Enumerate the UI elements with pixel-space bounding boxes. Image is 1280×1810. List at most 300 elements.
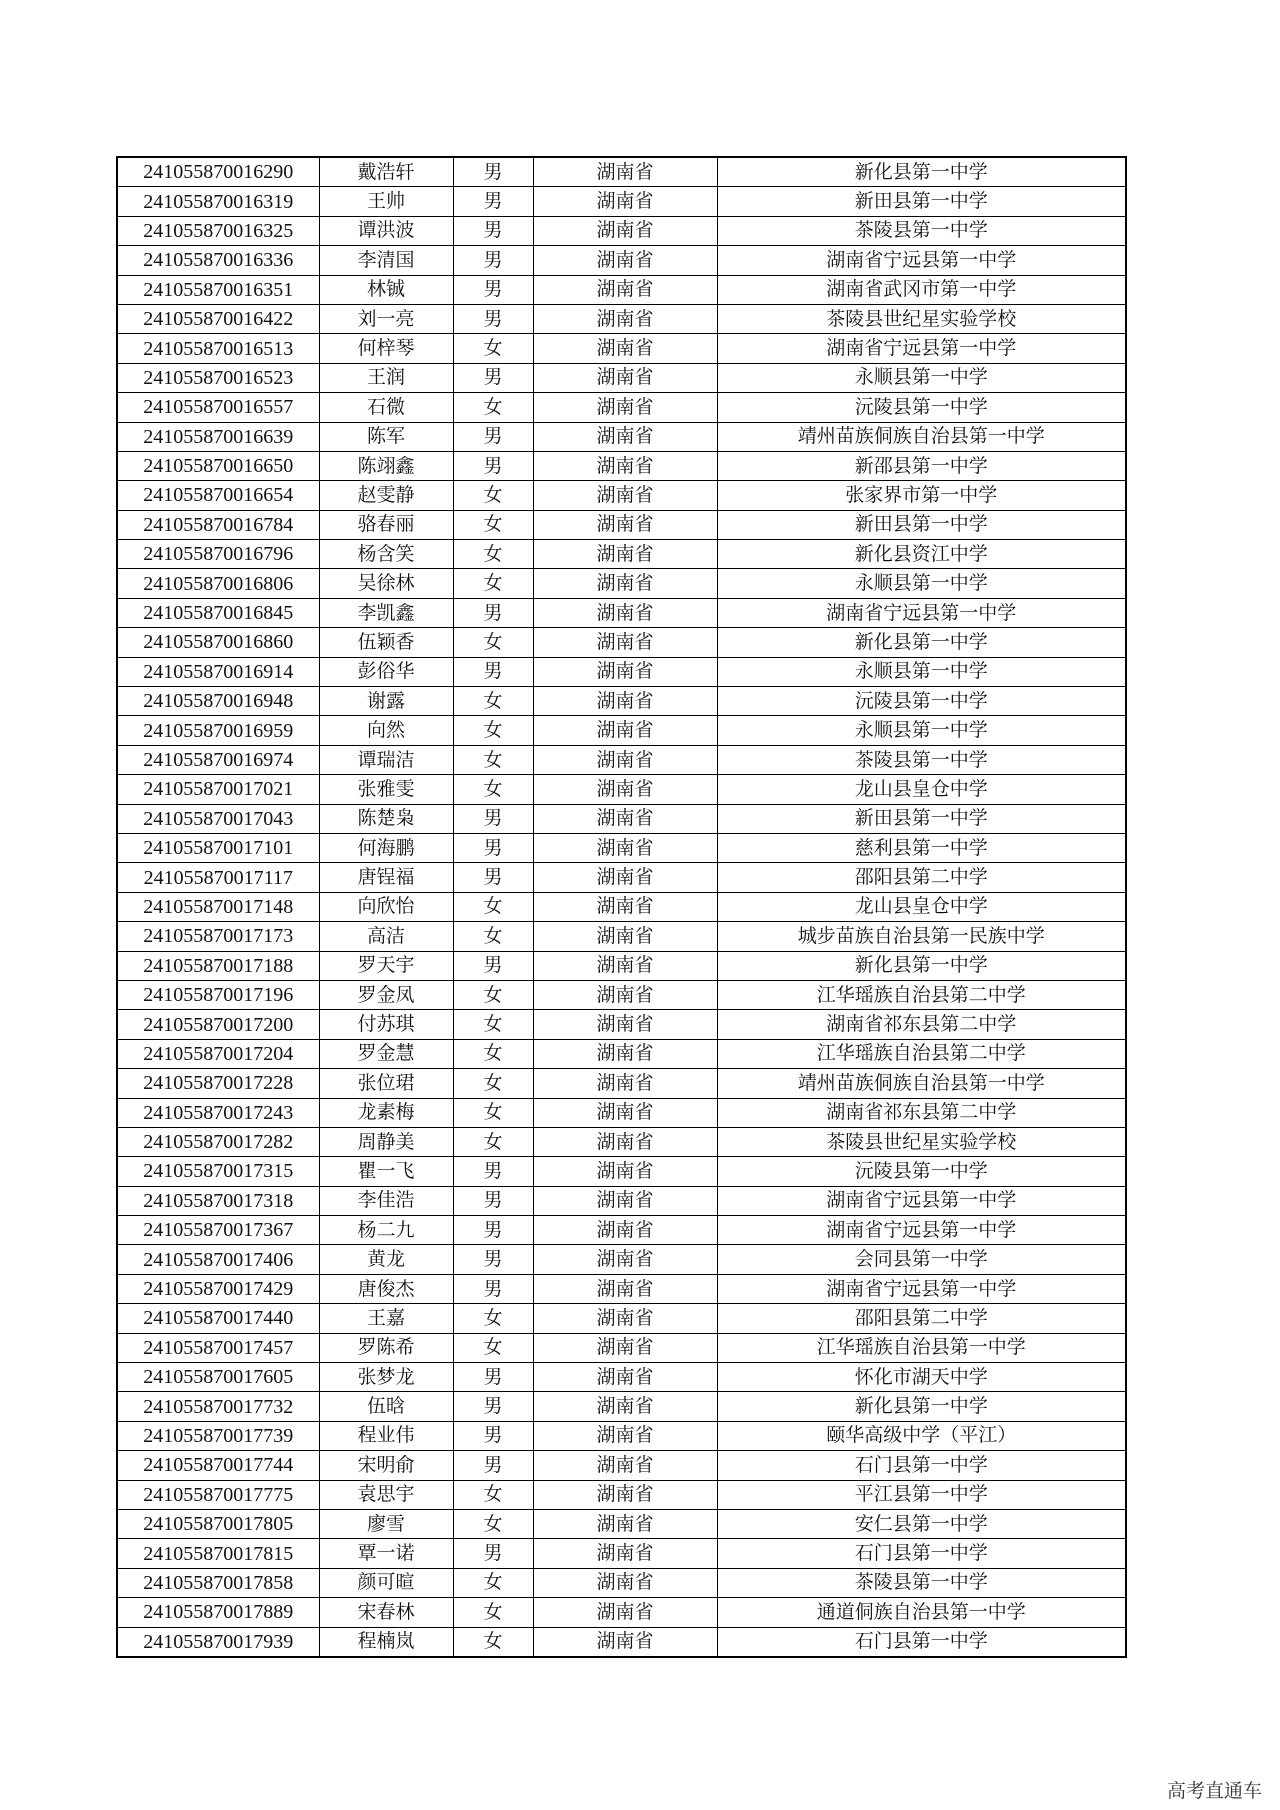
candidate-id-cell: 241055870017117 xyxy=(117,863,319,892)
candidate-id-cell: 241055870017204 xyxy=(117,1039,319,1068)
candidate-id-cell: 241055870017196 xyxy=(117,980,319,1009)
province-cell: 湖南省 xyxy=(533,304,717,333)
name-cell: 黄龙 xyxy=(319,1245,453,1274)
gender-cell: 女 xyxy=(453,1127,533,1156)
school-cell: 邵阳县第二中学 xyxy=(717,1304,1126,1333)
province-cell: 湖南省 xyxy=(533,1627,717,1657)
gender-cell: 男 xyxy=(453,804,533,833)
table-row xyxy=(117,1392,1126,1421)
school-cell: 城步苗族自治县第一民族中学 xyxy=(717,922,1126,951)
name-cell: 何海鹏 xyxy=(319,833,453,862)
province-cell: 湖南省 xyxy=(533,187,717,216)
table-row xyxy=(117,1363,1126,1392)
school-cell: 龙山县皇仓中学 xyxy=(717,775,1126,804)
gender-cell: 女 xyxy=(453,1568,533,1597)
gender-cell: 女 xyxy=(453,1039,533,1068)
table-row xyxy=(117,157,1126,187)
school-cell: 沅陵县第一中学 xyxy=(717,1157,1126,1186)
school-cell: 会同县第一中学 xyxy=(717,1245,1126,1274)
school-cell: 湖南省宁远县第一中学 xyxy=(717,246,1126,275)
school-cell: 靖州苗族侗族自治县第一中学 xyxy=(717,1069,1126,1098)
candidate-id-cell: 241055870016796 xyxy=(117,540,319,569)
table-row xyxy=(117,922,1126,951)
table-row xyxy=(117,1568,1126,1597)
name-cell: 赵雯静 xyxy=(319,481,453,510)
school-cell: 新化县第一中学 xyxy=(717,628,1126,657)
gender-cell: 男 xyxy=(453,1421,533,1450)
school-cell: 江华瑶族自治县第二中学 xyxy=(717,980,1126,1009)
candidate-id-cell: 241055870017043 xyxy=(117,804,319,833)
name-cell: 谭洪波 xyxy=(319,216,453,245)
candidate-id-cell: 241055870017243 xyxy=(117,1098,319,1127)
name-cell: 谢露 xyxy=(319,687,453,716)
name-cell: 石微 xyxy=(319,393,453,422)
gender-cell: 女 xyxy=(453,481,533,510)
candidate-id-cell: 241055870016325 xyxy=(117,216,319,245)
school-cell: 新化县第一中学 xyxy=(717,951,1126,980)
table-row xyxy=(117,569,1126,598)
table-row xyxy=(117,481,1126,510)
name-cell: 罗天宇 xyxy=(319,951,453,980)
table-row xyxy=(117,422,1126,451)
name-cell: 李清国 xyxy=(319,246,453,275)
name-cell: 付苏琪 xyxy=(319,1010,453,1039)
table-row xyxy=(117,334,1126,363)
province-cell: 湖南省 xyxy=(533,1216,717,1245)
table-row xyxy=(117,1451,1126,1480)
candidate-id-cell: 241055870017200 xyxy=(117,1010,319,1039)
school-cell: 茶陵县世纪星实验学校 xyxy=(717,1127,1126,1156)
candidate-id-cell: 241055870016959 xyxy=(117,716,319,745)
name-cell: 张位珺 xyxy=(319,1069,453,1098)
province-cell: 湖南省 xyxy=(533,657,717,686)
name-cell: 唐俊杰 xyxy=(319,1274,453,1303)
table-row xyxy=(117,657,1126,686)
name-cell: 罗金慧 xyxy=(319,1039,453,1068)
table-row xyxy=(117,1069,1126,1098)
table-row xyxy=(117,1598,1126,1627)
candidate-id-cell: 241055870017744 xyxy=(117,1451,319,1480)
gender-cell: 男 xyxy=(453,216,533,245)
school-cell: 新化县第一中学 xyxy=(717,157,1126,187)
name-cell: 颜可暄 xyxy=(319,1568,453,1597)
candidate-id-cell: 241055870016513 xyxy=(117,334,319,363)
gender-cell: 女 xyxy=(453,775,533,804)
name-cell: 宋明俞 xyxy=(319,1451,453,1480)
table-row xyxy=(117,687,1126,716)
name-cell: 罗陈希 xyxy=(319,1333,453,1362)
gender-cell: 女 xyxy=(453,1010,533,1039)
gender-cell: 女 xyxy=(453,922,533,951)
gender-cell: 女 xyxy=(453,687,533,716)
name-cell: 罗金凤 xyxy=(319,980,453,1009)
school-cell: 永顺县第一中学 xyxy=(717,363,1126,392)
gender-cell: 男 xyxy=(453,1157,533,1186)
table-row xyxy=(117,246,1126,275)
candidate-id-cell: 241055870017021 xyxy=(117,775,319,804)
province-cell: 湖南省 xyxy=(533,451,717,480)
school-cell: 永顺县第一中学 xyxy=(717,569,1126,598)
province-cell: 湖南省 xyxy=(533,1157,717,1186)
name-cell: 张梦龙 xyxy=(319,1363,453,1392)
province-cell: 湖南省 xyxy=(533,510,717,539)
name-cell: 伍颖香 xyxy=(319,628,453,657)
province-cell: 湖南省 xyxy=(533,1304,717,1333)
gender-cell: 男 xyxy=(453,657,533,686)
gender-cell: 女 xyxy=(453,716,533,745)
name-cell: 覃一诺 xyxy=(319,1539,453,1568)
school-cell: 永顺县第一中学 xyxy=(717,657,1126,686)
school-cell: 靖州苗族侗族自治县第一中学 xyxy=(717,422,1126,451)
table-row xyxy=(117,540,1126,569)
candidate-id-cell: 241055870016845 xyxy=(117,598,319,627)
province-cell: 湖南省 xyxy=(533,1480,717,1509)
table-row xyxy=(117,1039,1126,1068)
gender-cell: 女 xyxy=(453,1098,533,1127)
gender-cell: 女 xyxy=(453,569,533,598)
table-row xyxy=(117,1010,1126,1039)
school-cell: 石门县第一中学 xyxy=(717,1539,1126,1568)
province-cell: 湖南省 xyxy=(533,863,717,892)
table-row xyxy=(117,804,1126,833)
table-row xyxy=(117,1627,1126,1657)
gender-cell: 女 xyxy=(453,628,533,657)
table-row xyxy=(117,1245,1126,1274)
table-row xyxy=(117,1539,1126,1568)
province-cell: 湖南省 xyxy=(533,745,717,774)
gender-cell: 女 xyxy=(453,745,533,774)
school-cell: 茶陵县第一中学 xyxy=(717,745,1126,774)
table-row xyxy=(117,451,1126,480)
gender-cell: 男 xyxy=(453,1186,533,1215)
candidate-id-cell: 241055870016523 xyxy=(117,363,319,392)
table-row xyxy=(117,393,1126,422)
gender-cell: 女 xyxy=(453,1480,533,1509)
province-cell: 湖南省 xyxy=(533,687,717,716)
name-cell: 陈楚枭 xyxy=(319,804,453,833)
name-cell: 瞿一飞 xyxy=(319,1157,453,1186)
school-cell: 平江县第一中学 xyxy=(717,1480,1126,1509)
gender-cell: 女 xyxy=(453,540,533,569)
table-row xyxy=(117,1186,1126,1215)
table-row xyxy=(117,275,1126,304)
name-cell: 杨二九 xyxy=(319,1216,453,1245)
province-cell: 湖南省 xyxy=(533,951,717,980)
candidate-id-cell: 241055870017815 xyxy=(117,1539,319,1568)
table-row xyxy=(117,363,1126,392)
province-cell: 湖南省 xyxy=(533,275,717,304)
name-cell: 周静美 xyxy=(319,1127,453,1156)
gender-cell: 男 xyxy=(453,246,533,275)
candidate-id-cell: 241055870017457 xyxy=(117,1333,319,1362)
province-cell: 湖南省 xyxy=(533,922,717,951)
school-cell: 新邵县第一中学 xyxy=(717,451,1126,480)
candidate-id-cell: 241055870017429 xyxy=(117,1274,319,1303)
candidate-id-cell: 241055870016650 xyxy=(117,451,319,480)
name-cell: 杨含笑 xyxy=(319,540,453,569)
name-cell: 程楠岚 xyxy=(319,1627,453,1657)
candidate-id-cell: 241055870016948 xyxy=(117,687,319,716)
school-cell: 邵阳县第二中学 xyxy=(717,863,1126,892)
gender-cell: 女 xyxy=(453,980,533,1009)
province-cell: 湖南省 xyxy=(533,569,717,598)
gender-cell: 男 xyxy=(453,598,533,627)
province-cell: 湖南省 xyxy=(533,1039,717,1068)
school-cell: 怀化市湖天中学 xyxy=(717,1363,1126,1392)
table-row xyxy=(117,775,1126,804)
gender-cell: 男 xyxy=(453,1392,533,1421)
candidate-id-cell: 241055870016336 xyxy=(117,246,319,275)
candidate-id-cell: 241055870017173 xyxy=(117,922,319,951)
gender-cell: 男 xyxy=(453,833,533,862)
table-row xyxy=(117,1274,1126,1303)
school-cell: 湖南省宁远县第一中学 xyxy=(717,598,1126,627)
name-cell: 刘一亮 xyxy=(319,304,453,333)
table-row xyxy=(117,951,1126,980)
table-row xyxy=(117,1304,1126,1333)
province-cell: 湖南省 xyxy=(533,1333,717,1362)
table-row xyxy=(117,1127,1126,1156)
gender-cell: 男 xyxy=(453,1245,533,1274)
school-cell: 石门县第一中学 xyxy=(717,1451,1126,1480)
name-cell: 王嘉 xyxy=(319,1304,453,1333)
school-cell: 新化县第一中学 xyxy=(717,1392,1126,1421)
province-cell: 湖南省 xyxy=(533,1421,717,1450)
province-cell: 湖南省 xyxy=(533,980,717,1009)
school-cell: 颐华高级中学（平江） xyxy=(717,1421,1126,1450)
candidate-id-cell: 241055870016319 xyxy=(117,187,319,216)
name-cell: 唐锃福 xyxy=(319,863,453,892)
gender-cell: 男 xyxy=(453,1216,533,1245)
province-cell: 湖南省 xyxy=(533,1451,717,1480)
table-row xyxy=(117,1480,1126,1509)
school-cell: 茶陵县世纪星实验学校 xyxy=(717,304,1126,333)
table-row xyxy=(117,1216,1126,1245)
table-row xyxy=(117,216,1126,245)
gender-cell: 女 xyxy=(453,1333,533,1362)
gender-cell: 男 xyxy=(453,363,533,392)
candidate-id-cell: 241055870017282 xyxy=(117,1127,319,1156)
school-cell: 湖南省宁远县第一中学 xyxy=(717,1186,1126,1215)
name-cell: 向然 xyxy=(319,716,453,745)
table-row xyxy=(117,628,1126,657)
candidate-id-cell: 241055870017805 xyxy=(117,1509,319,1538)
school-cell: 湖南省宁远县第一中学 xyxy=(717,1216,1126,1245)
name-cell: 陈军 xyxy=(319,422,453,451)
school-cell: 慈利县第一中学 xyxy=(717,833,1126,862)
province-cell: 湖南省 xyxy=(533,246,717,275)
province-cell: 湖南省 xyxy=(533,1010,717,1039)
candidate-id-cell: 241055870017188 xyxy=(117,951,319,980)
candidate-id-cell: 241055870017939 xyxy=(117,1627,319,1657)
table-row xyxy=(117,892,1126,921)
name-cell: 陈翊鑫 xyxy=(319,451,453,480)
school-cell: 江华瑶族自治县第二中学 xyxy=(717,1039,1126,1068)
gender-cell: 男 xyxy=(453,1363,533,1392)
name-cell: 吴徐林 xyxy=(319,569,453,598)
school-cell: 湖南省宁远县第一中学 xyxy=(717,1274,1126,1303)
province-cell: 湖南省 xyxy=(533,716,717,745)
candidate-id-cell: 241055870016422 xyxy=(117,304,319,333)
school-cell: 永顺县第一中学 xyxy=(717,716,1126,745)
candidate-id-cell: 241055870016351 xyxy=(117,275,319,304)
province-cell: 湖南省 xyxy=(533,1186,717,1215)
school-cell: 新田县第一中学 xyxy=(717,510,1126,539)
province-cell: 湖南省 xyxy=(533,1568,717,1597)
candidate-id-cell: 241055870016860 xyxy=(117,628,319,657)
name-cell: 龙素梅 xyxy=(319,1098,453,1127)
school-cell: 新田县第一中学 xyxy=(717,804,1126,833)
school-cell: 通道侗族自治县第一中学 xyxy=(717,1598,1126,1627)
name-cell: 谭瑞洁 xyxy=(319,745,453,774)
school-cell: 湖南省武冈市第一中学 xyxy=(717,275,1126,304)
name-cell: 张雅雯 xyxy=(319,775,453,804)
name-cell: 李佳浩 xyxy=(319,1186,453,1215)
province-cell: 湖南省 xyxy=(533,1539,717,1568)
candidate-id-cell: 241055870017318 xyxy=(117,1186,319,1215)
school-cell: 新田县第一中学 xyxy=(717,187,1126,216)
school-cell: 湖南省祁东县第二中学 xyxy=(717,1010,1126,1039)
table-row xyxy=(117,980,1126,1009)
name-cell: 宋春林 xyxy=(319,1598,453,1627)
candidate-id-cell: 241055870016806 xyxy=(117,569,319,598)
province-cell: 湖南省 xyxy=(533,540,717,569)
roster-body xyxy=(117,157,1126,1657)
gender-cell: 女 xyxy=(453,510,533,539)
gender-cell: 女 xyxy=(453,892,533,921)
school-cell: 沅陵县第一中学 xyxy=(717,687,1126,716)
candidate-id-cell: 241055870017889 xyxy=(117,1598,319,1627)
province-cell: 湖南省 xyxy=(533,833,717,862)
school-cell: 湖南省宁远县第一中学 xyxy=(717,334,1126,363)
candidate-id-cell: 241055870017858 xyxy=(117,1568,319,1597)
table-row xyxy=(117,833,1126,862)
name-cell: 袁思宇 xyxy=(319,1480,453,1509)
name-cell: 骆春丽 xyxy=(319,510,453,539)
gender-cell: 女 xyxy=(453,334,533,363)
name-cell: 彭俗华 xyxy=(319,657,453,686)
school-cell: 新化县资江中学 xyxy=(717,540,1126,569)
roster-table xyxy=(116,156,1127,1658)
table-row xyxy=(117,187,1126,216)
province-cell: 湖南省 xyxy=(533,216,717,245)
name-cell: 王帅 xyxy=(319,187,453,216)
gender-cell: 男 xyxy=(453,863,533,892)
gender-cell: 男 xyxy=(453,187,533,216)
name-cell: 程业伟 xyxy=(319,1421,453,1450)
province-cell: 湖南省 xyxy=(533,422,717,451)
candidate-id-cell: 241055870016290 xyxy=(117,157,319,187)
province-cell: 湖南省 xyxy=(533,1274,717,1303)
name-cell: 向欣怡 xyxy=(319,892,453,921)
candidate-id-cell: 241055870017440 xyxy=(117,1304,319,1333)
gender-cell: 女 xyxy=(453,1598,533,1627)
school-cell: 安仁县第一中学 xyxy=(717,1509,1126,1538)
province-cell: 湖南省 xyxy=(533,157,717,187)
gender-cell: 男 xyxy=(453,1274,533,1303)
school-cell: 茶陵县第一中学 xyxy=(717,1568,1126,1597)
gender-cell: 女 xyxy=(453,1069,533,1098)
candidate-id-cell: 241055870017101 xyxy=(117,833,319,862)
gender-cell: 男 xyxy=(453,422,533,451)
gender-cell: 女 xyxy=(453,1304,533,1333)
name-cell: 戴浩轩 xyxy=(319,157,453,187)
province-cell: 湖南省 xyxy=(533,1127,717,1156)
candidate-id-cell: 241055870017739 xyxy=(117,1421,319,1450)
name-cell: 王润 xyxy=(319,363,453,392)
candidate-id-cell: 241055870016654 xyxy=(117,481,319,510)
gender-cell: 男 xyxy=(453,304,533,333)
candidate-id-cell: 241055870016639 xyxy=(117,422,319,451)
candidate-id-cell: 241055870016914 xyxy=(117,657,319,686)
table-row xyxy=(117,1333,1126,1362)
table-row xyxy=(117,1157,1126,1186)
watermark-text: 高考直通车 xyxy=(1166,1780,1262,1802)
table-row xyxy=(117,863,1126,892)
province-cell: 湖南省 xyxy=(533,1245,717,1274)
province-cell: 湖南省 xyxy=(533,1363,717,1392)
candidate-id-cell: 241055870016557 xyxy=(117,393,319,422)
province-cell: 湖南省 xyxy=(533,892,717,921)
table-row xyxy=(117,510,1126,539)
table-row xyxy=(117,1421,1126,1450)
candidate-id-cell: 241055870016974 xyxy=(117,745,319,774)
province-cell: 湖南省 xyxy=(533,598,717,627)
province-cell: 湖南省 xyxy=(533,804,717,833)
candidate-id-cell: 241055870017775 xyxy=(117,1480,319,1509)
table-row xyxy=(117,1098,1126,1127)
table-row xyxy=(117,1509,1126,1538)
province-cell: 湖南省 xyxy=(533,363,717,392)
province-cell: 湖南省 xyxy=(533,393,717,422)
province-cell: 湖南省 xyxy=(533,628,717,657)
name-cell: 廖雪 xyxy=(319,1509,453,1538)
table-row xyxy=(117,716,1126,745)
province-cell: 湖南省 xyxy=(533,1509,717,1538)
name-cell: 伍晗 xyxy=(319,1392,453,1421)
gender-cell: 男 xyxy=(453,157,533,187)
school-cell: 石门县第一中学 xyxy=(717,1627,1126,1657)
school-cell: 龙山县皇仓中学 xyxy=(717,892,1126,921)
name-cell: 高洁 xyxy=(319,922,453,951)
school-cell: 江华瑶族自治县第一中学 xyxy=(717,1333,1126,1362)
candidate-id-cell: 241055870017148 xyxy=(117,892,319,921)
province-cell: 湖南省 xyxy=(533,481,717,510)
school-cell: 沅陵县第一中学 xyxy=(717,393,1126,422)
candidate-id-cell: 241055870017732 xyxy=(117,1392,319,1421)
school-cell: 湖南省祁东县第二中学 xyxy=(717,1098,1126,1127)
candidate-id-cell: 241055870017228 xyxy=(117,1069,319,1098)
province-cell: 湖南省 xyxy=(533,1392,717,1421)
gender-cell: 女 xyxy=(453,1627,533,1657)
province-cell: 湖南省 xyxy=(533,1098,717,1127)
candidate-id-cell: 241055870017605 xyxy=(117,1363,319,1392)
gender-cell: 男 xyxy=(453,451,533,480)
table-row xyxy=(117,598,1126,627)
name-cell: 李凯鑫 xyxy=(319,598,453,627)
table-row xyxy=(117,304,1126,333)
province-cell: 湖南省 xyxy=(533,334,717,363)
school-cell: 张家界市第一中学 xyxy=(717,481,1126,510)
candidate-id-cell: 241055870017367 xyxy=(117,1216,319,1245)
gender-cell: 男 xyxy=(453,951,533,980)
gender-cell: 男 xyxy=(453,1539,533,1568)
school-cell: 茶陵县第一中学 xyxy=(717,216,1126,245)
candidate-id-cell: 241055870017406 xyxy=(117,1245,319,1274)
gender-cell: 女 xyxy=(453,393,533,422)
gender-cell: 女 xyxy=(453,1509,533,1538)
candidate-id-cell: 241055870016784 xyxy=(117,510,319,539)
